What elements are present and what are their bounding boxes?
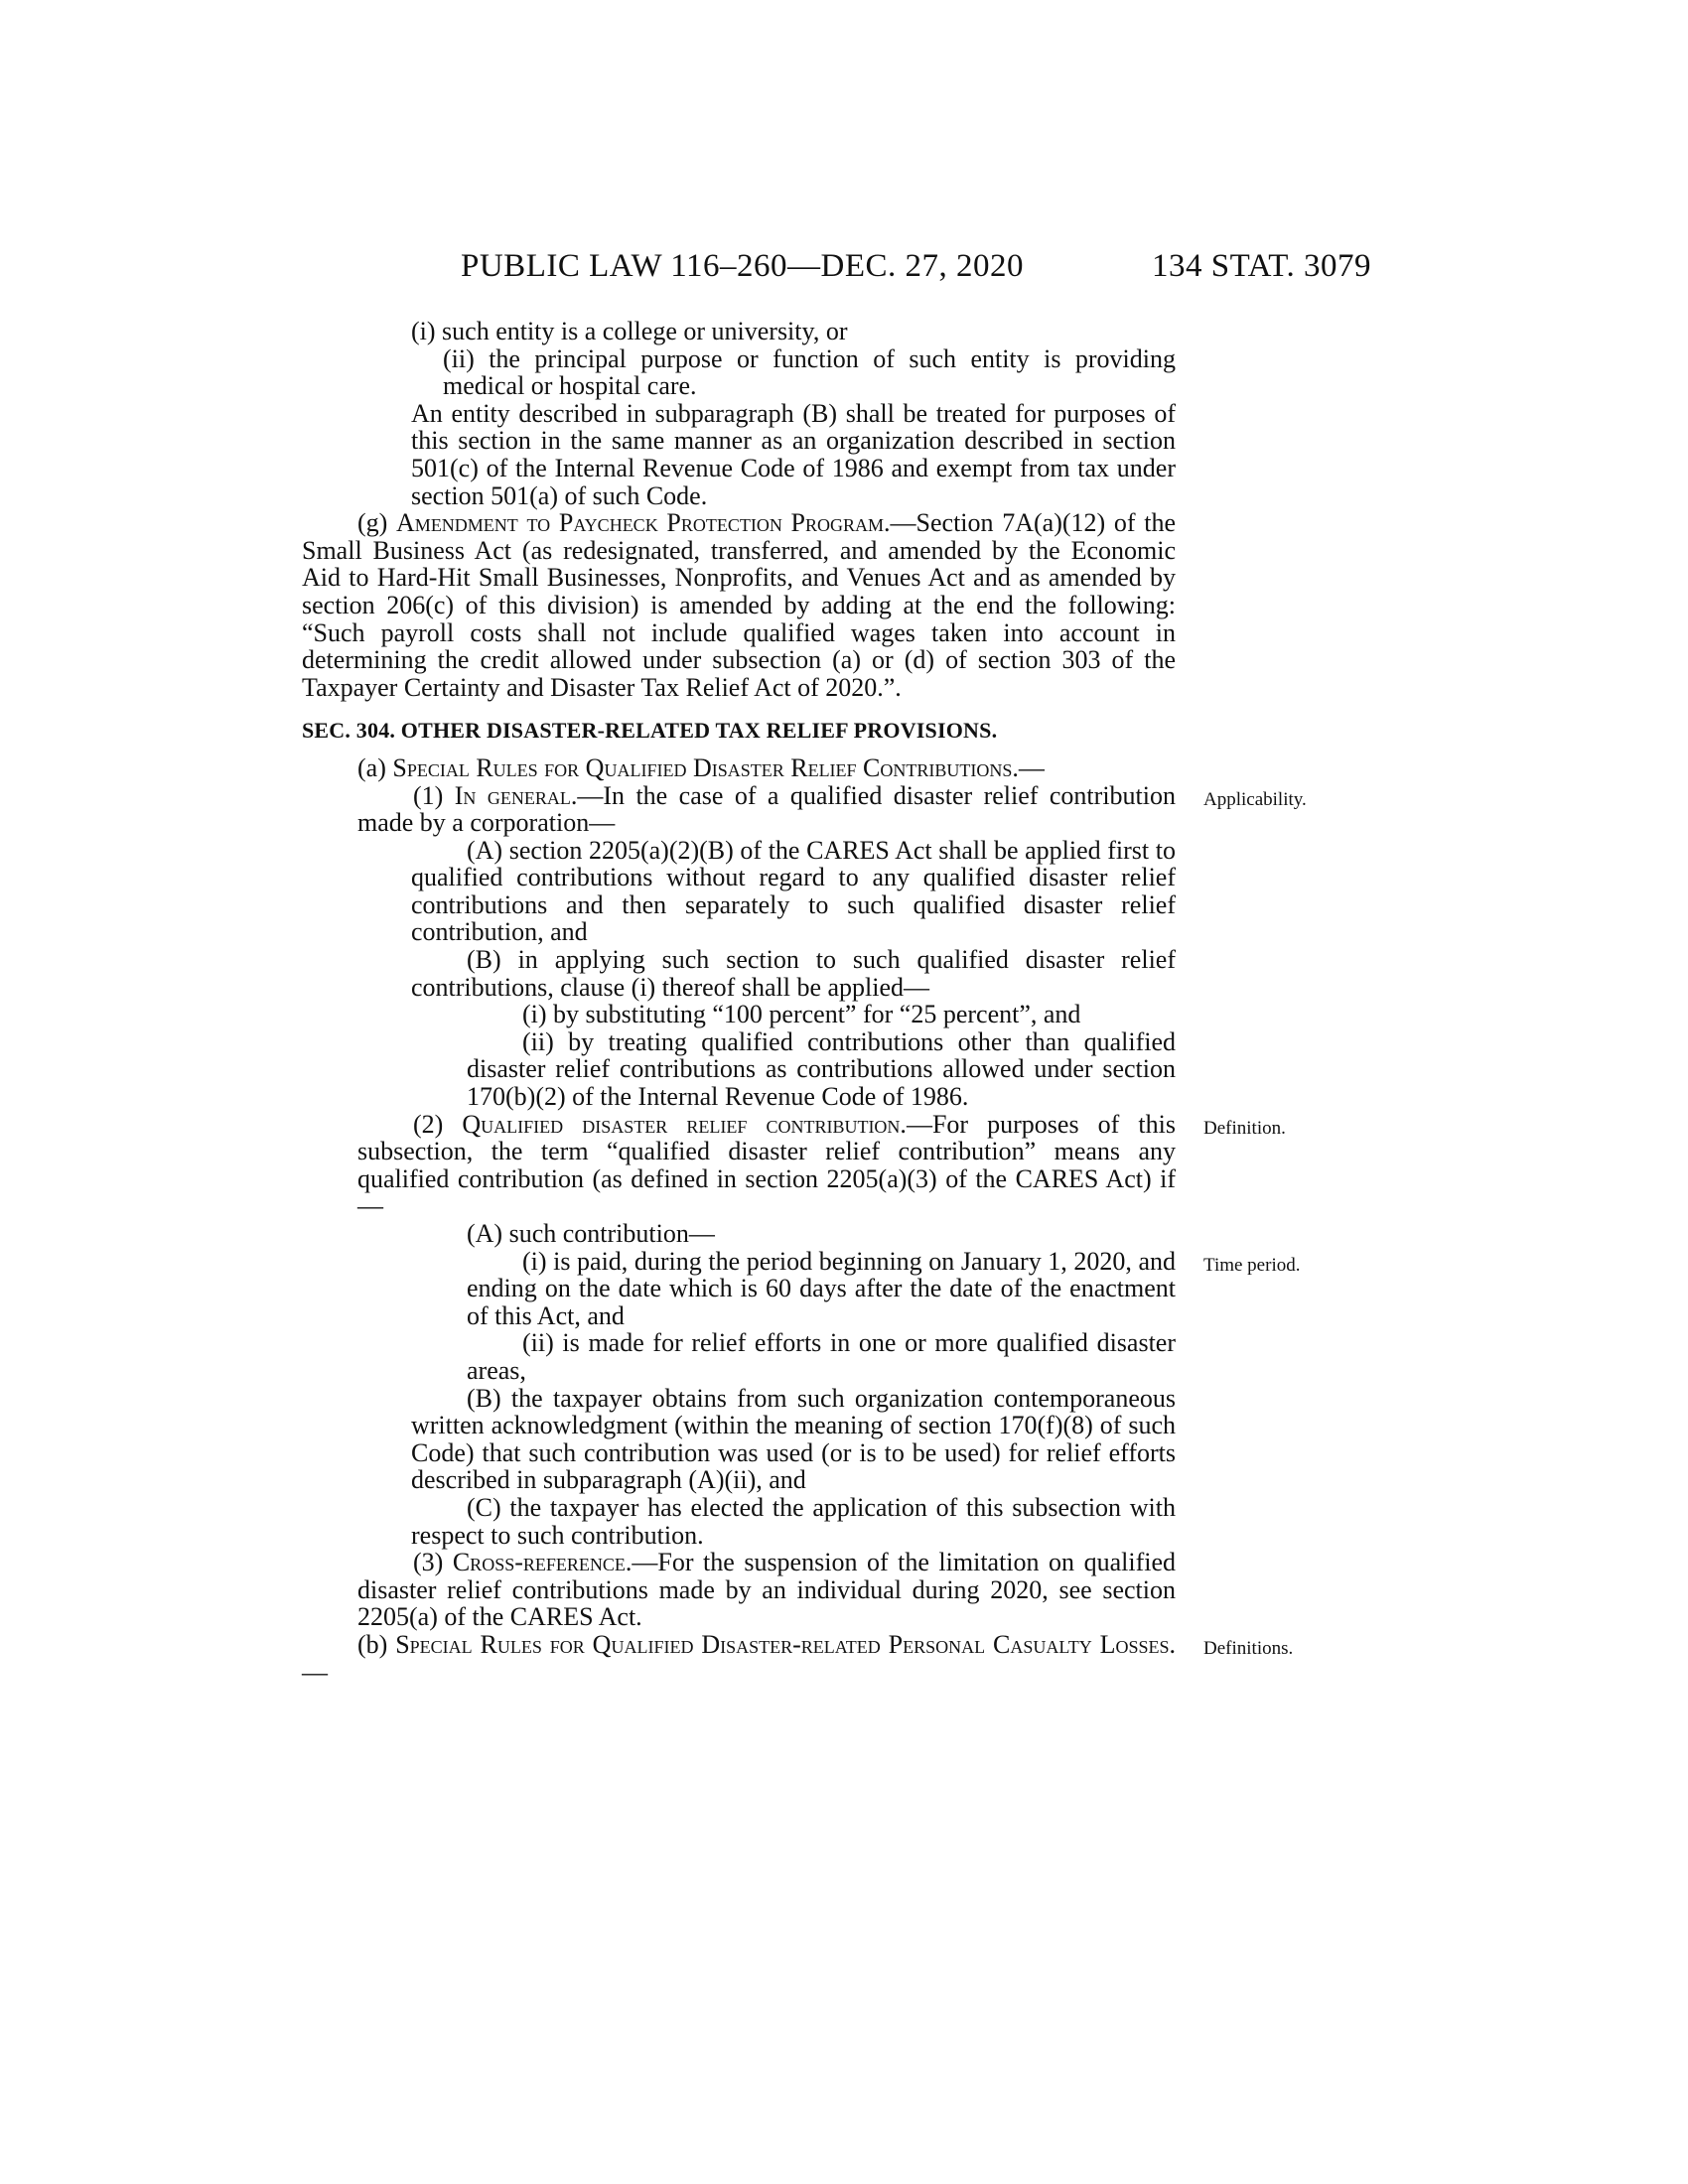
subparagraph-a2B: (B) the taxpayer obtains from such organization contemporaneous written acknowledgment (within the meaning of section 170(f)(8) of such Code) that such contribution was used (or is to be used) for relief efforts described in subparagraph (A)(ii), and (411, 1383, 1176, 1495)
subsection-a: (a) Special Rules for Qualified Disaster Relief Contributions.— (357, 752, 1045, 782)
paragraph-entity-treatment: An entity described in subparagraph (B) shall be treated for purposes of this section in the same manner as an organization described in section 501(c) of the Internal Revenue Code of 1986 and exempt from tax under section 501(a) of such Code. (411, 398, 1176, 510)
subsection-a-heading: Special Rules for Qualified Disaster Relief Contributions. (392, 752, 1019, 782)
margin-note-definitions: Definitions. (1203, 1637, 1294, 1659)
paragraph-a1: (1) In general.—In the case of a qualified disaster relief contribution made by a corporation— (357, 780, 1176, 838)
clause-a2Aii: (ii) is made for relief efforts in one or more qualified disaster areas, (467, 1328, 1176, 1385)
page-header-law: PUBLIC LAW 116–260—DEC. 27, 2020 (461, 248, 1025, 284)
paragraph-a3-heading: Cross-reference. (452, 1548, 633, 1577)
document-body (302, 317, 1307, 1687)
clause-a2Ai-row (302, 1246, 1301, 1330)
clause-a1Bi: (i) by substituting “100 percent” for “25 percent”, and (522, 1000, 1081, 1029)
margin-note-applicability: Applicability. (1203, 788, 1307, 810)
paragraph-a1-row (302, 780, 1307, 838)
subsection-b-heading: Special Rules for Qualified Disaster-related Personal Casualty Losses. (395, 1629, 1176, 1659)
clause-ii-medical: (ii) the principal purpose or function of such entity is providing medical or hospital care. (443, 343, 1176, 401)
paragraph-a2-heading: Qualified disaster relief contribution. (462, 1109, 907, 1139)
subparagraph-a2A: (A) such contribution— (467, 1219, 715, 1248)
subparagraph-a2C: (C) the taxpayer has elected the application of this subsection with respect to such contribution. (411, 1492, 1176, 1550)
subsection-b-row (302, 1629, 1294, 1687)
paragraph-a2: (2) Qualified disaster relief contribution.—For purposes of this subsection, the term “qualified disaster relief contribution” means any qualified contribution (as defined in section 2205(a)(3) of the CARES Act) if— (357, 1109, 1176, 1221)
subparagraph-a1B: (B) in applying such section to such qualified disaster relief contributions, clause (i) thereof shall be applied— (411, 945, 1176, 1002)
margin-note-definition: Definition. (1203, 1117, 1286, 1139)
subsection-g: (g) Amendment to Paycheck Protection Program.—Section 7A(a)(12) of the Small Business Act (as redesignated, transferred, and amended by the Economic Aid to Hard-Hit Small Businesses, Nonprofits, and Venues Act and as amended by section 206(c) of this division) is amended by adding at the end the following: “Such payroll costs shall not include qualified wages taken into account in determining the credit allowed under subsection (a) or (d) of section 303 of the Taxpayer Certainty and Disaster Tax Relief Act of 2020.”. (302, 508, 1177, 702)
paragraph-a2-row (302, 1109, 1286, 1221)
subsection-b: (b) Special Rules for Qualified Disaster-related Personal Casualty Losses.— (302, 1629, 1176, 1687)
subparagraph-a1A: (A) section 2205(a)(2)(B) of the CARES Act shall be applied first to qualified contributions without regard to any qualified disaster relief contributions and then separately to such qualified disaster relief contribution, and (411, 835, 1176, 947)
clause-a1Bii: (ii) by treating qualified contributions other than qualified disaster relief contributions as contributions allowed under section 170(b)(2) of the Internal Revenue Code of 1986. (467, 1026, 1176, 1112)
clause-i-college: (i) such entity is a college or university, or (411, 317, 848, 345)
subsection-g-heading: Amendment to Paycheck Protection Program. (396, 508, 891, 538)
paragraph-a1-heading: In general. (454, 780, 578, 810)
paragraph-a3: (3) Cross-reference.—For the suspension of the limitation on qualified disaster relief contributions made by an individual during 2020, see section 2205(a) of the CARES Act. (357, 1548, 1176, 1632)
clause-a2Ai: (i) is paid, during the period beginning on January 1, 2020, and ending on the date which is 60 days after the date of the enactment of this Act, and (467, 1246, 1176, 1330)
margin-note-time-period: Time period. (1203, 1254, 1301, 1276)
section-304-heading: SEC. 304. OTHER DISASTER-RELATED TAX RELIEF PROVISIONS. (302, 718, 998, 744)
page-header-stat: 134 STAT. 3079 (1152, 248, 1372, 284)
